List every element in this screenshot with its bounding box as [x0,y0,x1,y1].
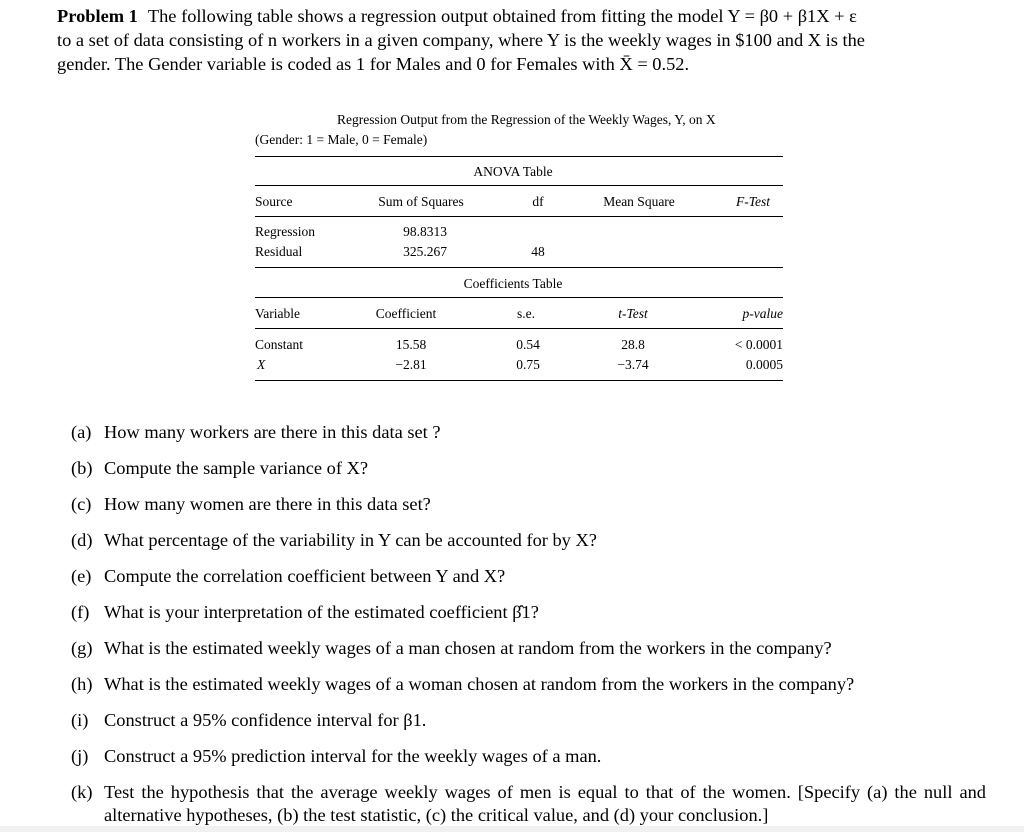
question-text: What percentage of the variability in Y can be accounted for by X? [104,530,597,550]
coef-header-rule [255,328,783,329]
problem-statement [57,4,983,76]
question-item [71,781,986,827]
question-text: Construct a 95% confidence interval for β1. [104,710,427,730]
question-text: Compute the correlation coefficient between Y and X? [104,566,506,586]
table-caption: Regression Output from the Regression of the Weekly Wages, Y, on X [337,112,716,127]
coef-cell-variable: Constant [255,337,304,352]
anova-cell-source: Residual [255,244,303,259]
question-item [71,709,986,732]
question-label: (c) [71,494,92,514]
coef-cell-se: 0.75 [516,357,540,372]
anova-header-source: Source [255,194,293,209]
question-label: (h) [71,674,93,694]
table-subcaption: (Gender: 1 = Male, 0 = Female) [255,132,428,147]
question-item [71,601,986,624]
coef-cell-t: 28.8 [621,337,645,352]
anova-title: ANOVA Table [473,164,553,179]
problem-intro-line-3: gender. The Gender variable is coded as 1 for Males and 0 for Females with X̄ = 0.52. [57,54,690,74]
question-label: (e) [71,566,92,586]
question-label: (g) [71,638,93,658]
coef-header-p: p-value [742,306,783,321]
question-item [71,529,986,552]
coef-cell-coefficient: −2.81 [395,357,427,372]
question-label: (k) [71,782,93,802]
question-item [71,637,986,660]
coef-cell-coefficient: 15.58 [395,337,427,352]
coef-header-coefficient: Coefficient [375,306,437,321]
coef-cell-p: 0.0005 [745,357,783,372]
coef-header-t: t-Test [618,306,648,321]
anova-cell-df: 48 [531,244,545,259]
anova-title-rule [255,185,783,186]
anova-header-df: df [532,194,544,209]
question-label: (f) [71,602,90,622]
coef-cell-p: < 0.0001 [734,337,783,352]
anova-header-ss: Sum of Squares [378,194,464,209]
question-item [71,745,986,768]
anova-cell-ss: 325.267 [403,244,447,259]
question-item [71,421,986,444]
anova-header-ms: Mean Square [603,194,675,209]
coef-title: Coefficients Table [463,276,563,291]
question-text: Compute the sample variance of X? [104,458,369,478]
coef-header-se: s.e. [517,306,535,321]
coef-cell-t: −3.74 [617,357,649,372]
question-text: What is the estimated weekly wages of a woman chosen at random from the workers in the company? [104,674,855,694]
question-item [71,493,986,516]
question-label: (j) [71,746,89,766]
question-text: What is your interpretation of the estimated coefficient β̂1? [104,602,539,622]
question-text: Test the hypothesis that the average weekly wages of men is equal to that of the women. [Specify (a) the null and alternative hypotheses, (b) the test statistic, (c) the critical value, and (d) your conclusion.] [104,782,986,825]
anova-bottom-rule [255,267,783,268]
question-text: Construct a 95% prediction interval for the weekly wages of a man. [104,746,602,766]
question-item [71,673,986,696]
question-label: (i) [71,710,89,730]
anova-header-rule [255,216,783,217]
table-bottom-rule [255,380,783,381]
coef-cell-se: 0.54 [516,337,540,352]
coef-cell-variable: X [257,357,266,372]
page-bottom-edge [0,826,1024,832]
anova-header-f: F-Test [735,194,771,209]
anova-cell-source: Regression [255,224,315,239]
question-label: (b) [71,458,93,478]
question-item [71,565,986,588]
question-text: How many women are there in this data set? [104,494,431,514]
question-item [71,457,986,480]
problem-intro-line-1: Problem 1 The following table shows a regression output obtained from fitting the model Y = β0 + β1X + ε [57,6,857,26]
coef-header-variable: Variable [255,306,300,321]
coef-title-rule [255,297,783,298]
problem-intro-line-2: to a set of data consisting of n workers in a given company, where Y is the weekly wages in $100 and X is the [57,30,865,50]
anova-cell-ss: 98.8313 [403,224,447,239]
table-top-rule [255,156,783,157]
question-label: (a) [71,422,92,442]
question-label: (d) [71,530,93,550]
question-text: How many workers are there in this data set ? [104,422,441,442]
problem-title: Problem 1 [57,6,138,26]
question-text: What is the estimated weekly wages of a man chosen at random from the workers in the company? [104,638,832,658]
